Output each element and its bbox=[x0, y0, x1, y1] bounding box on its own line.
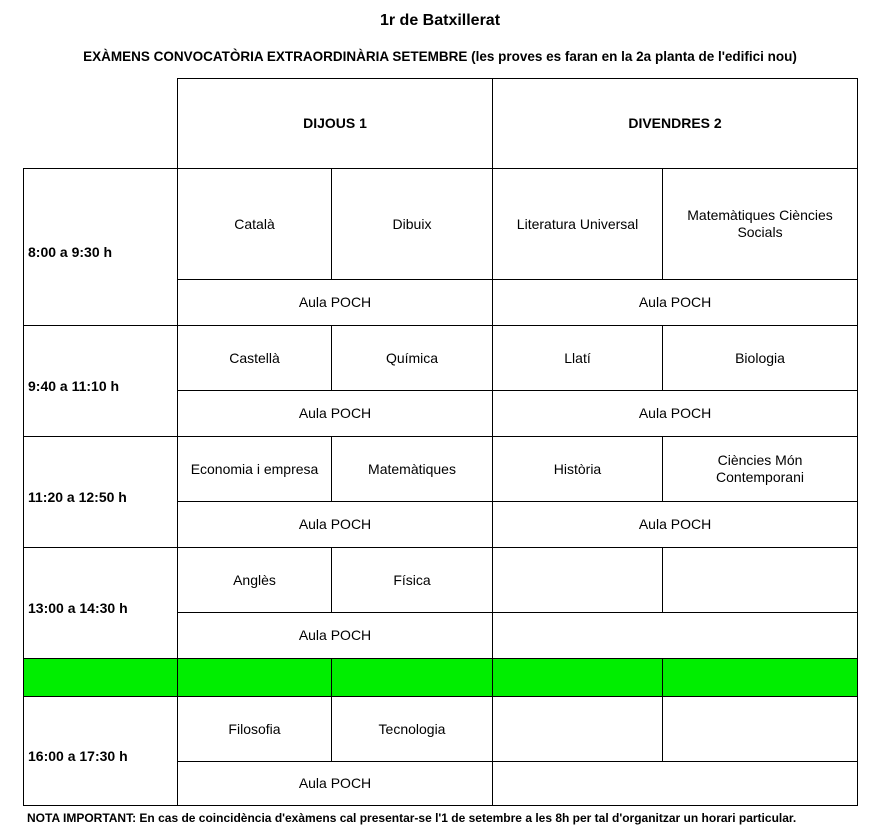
break-cell bbox=[332, 659, 493, 697]
exam-subject: Biologia bbox=[663, 326, 858, 391]
exam-room: Aula POCH bbox=[493, 391, 858, 437]
exam-subject: Ciències Món Contemporani bbox=[663, 437, 858, 502]
day-header-row bbox=[24, 79, 858, 169]
day-header-1: DIJOUS 1 bbox=[178, 79, 493, 169]
exam-subject bbox=[493, 548, 663, 613]
slot-row bbox=[24, 548, 858, 613]
exam-room: Aula POCH bbox=[178, 762, 493, 806]
time-slot: 8:00 a 9:30 h bbox=[24, 169, 178, 326]
exam-subject: Història bbox=[493, 437, 663, 502]
break-cell bbox=[24, 659, 178, 697]
exam-subject: Química bbox=[332, 326, 493, 391]
slot-row bbox=[24, 437, 858, 502]
break-cell bbox=[663, 659, 858, 697]
exam-room bbox=[493, 613, 858, 659]
exam-subject: Castellà bbox=[178, 326, 332, 391]
corner-cell bbox=[24, 79, 178, 169]
time-slot: 16:00 a 17:30 h bbox=[24, 697, 178, 806]
exam-room bbox=[493, 762, 858, 806]
break-row bbox=[24, 659, 858, 697]
day-header-2: DIVENDRES 2 bbox=[493, 79, 858, 169]
exam-subject: Filosofia bbox=[178, 697, 332, 762]
exam-room: Aula POCH bbox=[493, 280, 858, 326]
slot-row bbox=[24, 169, 858, 280]
exam-subject: Tecnologia bbox=[332, 697, 493, 762]
break-cell bbox=[493, 659, 663, 697]
page-title: 1r de Batxillerat bbox=[379, 12, 501, 29]
exam-room: Aula POCH bbox=[178, 613, 493, 659]
exam-subject: Física bbox=[332, 548, 493, 613]
exam-subject: Literatura Universal bbox=[493, 169, 663, 280]
exam-subject bbox=[493, 697, 663, 762]
exam-room: Aula POCH bbox=[178, 391, 493, 437]
exam-subject: Matemàtiques Ciències Socials bbox=[663, 169, 858, 280]
exam-subject: Economia i empresa bbox=[178, 437, 332, 502]
exam-room: Aula POCH bbox=[178, 502, 493, 548]
exam-room: Aula POCH bbox=[178, 280, 493, 326]
time-slot: 11:20 a 12:50 h bbox=[24, 437, 178, 548]
exam-subject: Llatí bbox=[493, 326, 663, 391]
time-slot: 9:40 a 11:10 h bbox=[24, 326, 178, 437]
exam-room: Aula POCH bbox=[493, 502, 858, 548]
break-cell bbox=[178, 659, 332, 697]
exam-subject: Matemàtiques bbox=[332, 437, 493, 502]
slot-row bbox=[24, 697, 858, 762]
page-subtitle: EXÀMENS CONVOCATÒRIA EXTRAORDINÀRIA SETEMBRE (les proves es faran en la 2a planta de l'edifici nou) bbox=[83, 49, 797, 64]
important-note: NOTA IMPORTANT: En cas de coincidència d'exàmens cal presentar-se l'1 de setembre a les 8h per tal d'organitzar un horari particular. bbox=[27, 811, 797, 825]
exam-subject: Anglès bbox=[178, 548, 332, 613]
exam-subject bbox=[663, 548, 858, 613]
exam-subject bbox=[663, 697, 858, 762]
slot-row bbox=[24, 326, 858, 391]
time-slot: 13:00 a 14:30 h bbox=[24, 548, 178, 659]
exam-schedule-table bbox=[23, 78, 858, 806]
exam-subject: Dibuix bbox=[332, 169, 493, 280]
exam-subject: Català bbox=[178, 169, 332, 280]
